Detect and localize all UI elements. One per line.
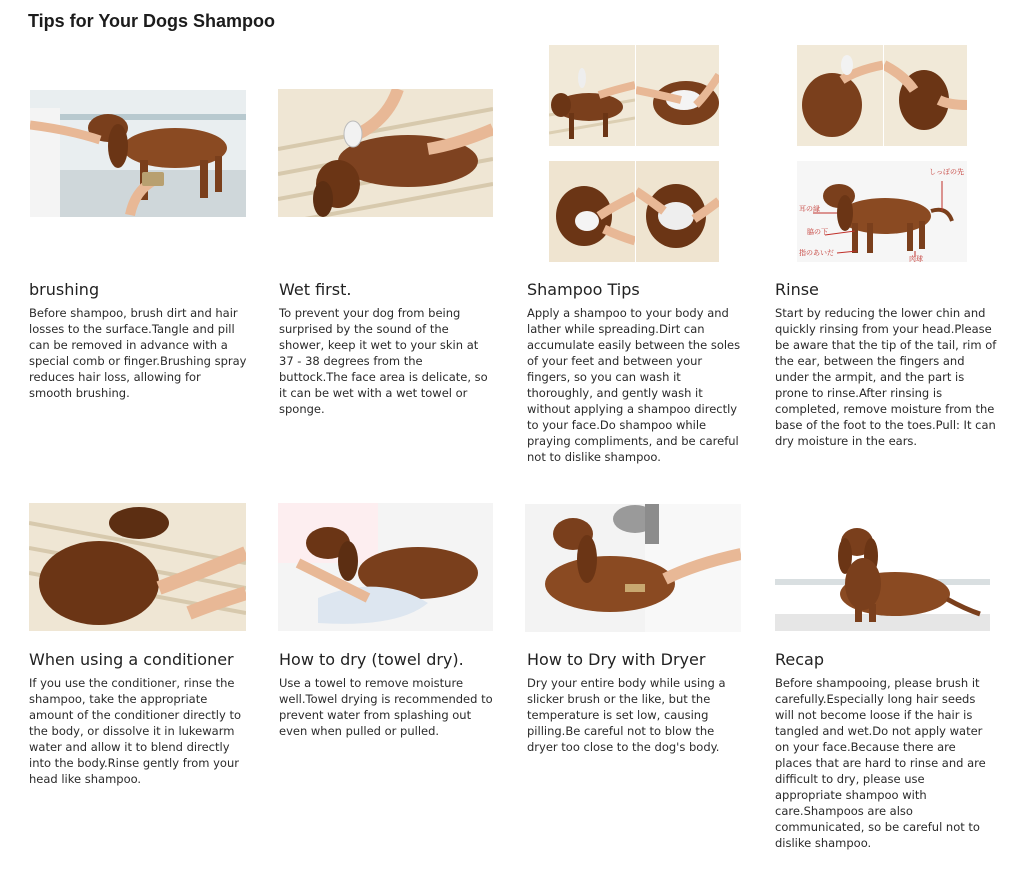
label-armpit: 脇の下 bbox=[807, 228, 828, 236]
shampoo-photo-2 bbox=[636, 45, 719, 146]
brushing-photo bbox=[30, 90, 246, 217]
card-body: Dry your entire body while using a slicker brush or the like, but the temperature is set low, causing pilling.Be careful not to blow the dryer too close to the dog's body. bbox=[527, 676, 726, 754]
card-title: Shampoo Tips bbox=[527, 280, 640, 299]
label-ear-rim: 耳の縁 bbox=[799, 205, 820, 213]
rinse-photo-1 bbox=[797, 45, 883, 146]
wet-first-photo bbox=[278, 89, 493, 217]
card-title: Wet first. bbox=[279, 280, 352, 299]
towel-dry-photo bbox=[278, 503, 493, 631]
rinse-diagram bbox=[797, 161, 967, 262]
card-body: Apply a shampoo to your body and lather while spreading.Dirt can accumulate easily between the soles of your feet and between your fingers, so you can wash it thoroughly, and gently wash it without applying a shampoo directly to your face.Do shampoo while praying compliments, and be careful not to dislike shampoo. bbox=[527, 306, 741, 464]
card-body: If you use the conditioner, rinse the shampoo, take the appropriate amount of the conditioner directly to the body, or dissolve it in lukewarm water and allow it to blend directly into the body.Rinse gently from your head like shampoo. bbox=[29, 676, 242, 786]
card-title: brushing bbox=[29, 280, 100, 299]
shampoo-photo-3 bbox=[549, 161, 635, 262]
card-title: How to Dry with Dryer bbox=[527, 650, 706, 669]
card-body: Before shampooing, please brush it carefully.Especially long hair seeds will not become loose if the hair is tangled and wet.Do not apply water on your face.Because there are places that are hard to rinse and are difficult to dry, please use appropriate shampoo with care.Shampoos are also communicated, so be careful not to dislike shampoo. bbox=[775, 676, 986, 850]
label-tail-tip: しっぽの先 bbox=[929, 168, 964, 176]
conditioner-photo bbox=[29, 503, 246, 631]
card-body: To prevent your dog from being surprised by the sound of the shower, keep it wet to your skin at 37 - 38 degrees from the buttock.The face area is delicate, so it can be wet with a wet towel or sponge. bbox=[279, 306, 488, 416]
shampoo-photo-1 bbox=[549, 45, 635, 146]
card-title: How to dry (towel dry). bbox=[279, 650, 464, 669]
recap-photo bbox=[775, 504, 990, 631]
dryer-photo bbox=[525, 504, 741, 632]
card-body: Before shampoo, brush dirt and hair losses to the surface.Tangle and pill can be removed in advance with a special comb or finger.Brushing spray reduces hair loss, allowing for smooth brushing. bbox=[29, 306, 247, 400]
card-title: Recap bbox=[775, 650, 824, 669]
card-title: When using a conditioner bbox=[29, 650, 234, 669]
page-title: Tips for Your Dogs Shampoo bbox=[28, 11, 276, 31]
label-pads: 肉球 bbox=[909, 255, 923, 262]
card-body: Start by reducing the lower chin and quickly rinsing from your head.Please be aware that the tip of the tail, rim of the ear, between the fingers and under the armpit, and the part is prone to rinse.After rinsing is completed, remove moisture from the base of the foot to the toes.Pull: It can dry moisture in the ears. bbox=[775, 306, 997, 448]
shampoo-photo-4 bbox=[636, 161, 719, 262]
label-between-fingers: 指のあいだ bbox=[799, 249, 834, 257]
rinse-photo-2 bbox=[884, 45, 967, 146]
card-body: Use a towel to remove moisture well.Towel drying is recommended to prevent water from splashing out even when pulled or pulled. bbox=[279, 676, 493, 738]
card-title: Rinse bbox=[775, 280, 819, 299]
